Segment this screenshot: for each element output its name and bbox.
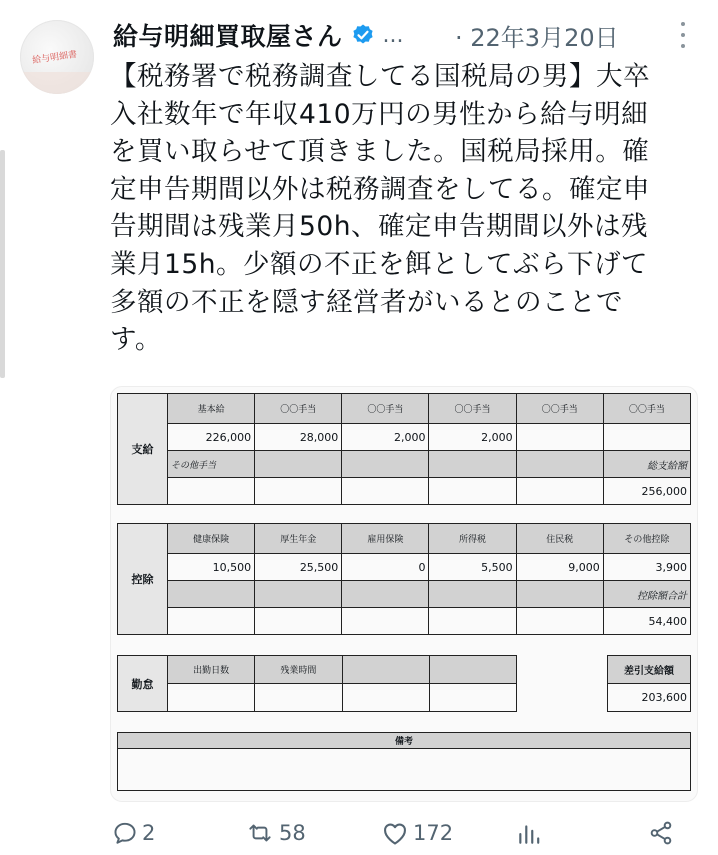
deductions-table bbox=[117, 523, 691, 635]
retweet-count: 58 bbox=[279, 821, 306, 845]
deduction-value: 3,900 bbox=[603, 554, 690, 581]
blank-cell bbox=[342, 451, 429, 478]
blank-cell bbox=[429, 478, 516, 505]
reply-icon bbox=[112, 820, 138, 846]
attendance-header: 残業時間 bbox=[255, 656, 342, 684]
payment-value: 2,000 bbox=[429, 424, 516, 451]
blank-cell bbox=[255, 608, 342, 635]
blank-cell bbox=[429, 656, 516, 684]
analytics-button[interactable] bbox=[516, 820, 542, 846]
deduction-header: 厚生年金 bbox=[255, 524, 342, 554]
deduction-value: 9,000 bbox=[516, 554, 603, 581]
blank-cell bbox=[342, 478, 429, 505]
avatar-band bbox=[20, 72, 94, 94]
deduction-header: 所得税 bbox=[429, 524, 516, 554]
remarks-label: 備考 bbox=[118, 733, 691, 749]
payment-header: 〇〇手当 bbox=[342, 394, 429, 424]
reply-button[interactable] bbox=[112, 820, 155, 846]
reply-count: 2 bbox=[142, 821, 156, 845]
tweet-header bbox=[113, 16, 404, 54]
blank-cell bbox=[168, 581, 255, 608]
blank-cell bbox=[429, 684, 516, 712]
avatar-text: 給与明細書 bbox=[31, 49, 78, 67]
retweet-button[interactable] bbox=[245, 820, 306, 846]
share-icon bbox=[648, 820, 674, 846]
blank-cell bbox=[255, 684, 342, 712]
blank-cell bbox=[429, 608, 516, 635]
blank-cell bbox=[168, 684, 255, 712]
total-payment-value: 256,000 bbox=[603, 478, 690, 505]
attendance-header bbox=[342, 656, 429, 684]
blank-cell bbox=[516, 581, 603, 608]
handle[interactable]: ... bbox=[382, 22, 404, 48]
retweet-icon bbox=[245, 820, 275, 846]
analytics-icon bbox=[516, 820, 542, 846]
payment-header: 〇〇手当 bbox=[255, 394, 342, 424]
payment-value: 226,000 bbox=[168, 424, 255, 451]
deductions-side-label: 控除 bbox=[118, 524, 168, 635]
deduction-header: 雇用保険 bbox=[342, 524, 429, 554]
payment-header: 〇〇手当 bbox=[516, 394, 603, 424]
tweet-text: 【税務署で税務調査してる国税局の男】大卒 入社数年で年収410万円の男性から給与明細 を買い取らせて頂きました。国税局採用。確 定申告期間以外は税務調査をしてる。確定申 告期間は残業月50h、確定申告期間以外は残 業月15h。少額の不正を餌としてぶら下げて 多額の不正を隠す経営者がいるとのことで す。 bbox=[110, 61, 650, 356]
share-button[interactable] bbox=[648, 820, 674, 846]
payment-value bbox=[603, 424, 690, 451]
net-pay-label: 差引支給額 bbox=[608, 656, 691, 684]
payments-table bbox=[117, 393, 691, 505]
blank-cell bbox=[255, 478, 342, 505]
blank-cell bbox=[342, 581, 429, 608]
blank-cell bbox=[342, 684, 429, 712]
attendance-table bbox=[117, 655, 517, 712]
blank-cell bbox=[516, 451, 603, 478]
like-count: 172 bbox=[413, 821, 454, 845]
deduction-value: 25,500 bbox=[255, 554, 342, 581]
deduction-value: 10,500 bbox=[168, 554, 255, 581]
avatar[interactable] bbox=[20, 20, 94, 94]
blank-cell bbox=[516, 478, 603, 505]
net-pay-table bbox=[607, 655, 691, 712]
total-payment-label: 総支給額 bbox=[603, 451, 690, 478]
net-pay-value: 203,600 bbox=[608, 684, 691, 712]
payslip-image[interactable] bbox=[110, 386, 698, 802]
other-allowance-label: その他手当 bbox=[168, 451, 255, 478]
action-bar bbox=[0, 812, 718, 855]
blank-cell bbox=[168, 608, 255, 635]
blank-cell bbox=[342, 608, 429, 635]
blank-cell bbox=[429, 451, 516, 478]
payment-value bbox=[516, 424, 603, 451]
payment-value: 2,000 bbox=[342, 424, 429, 451]
display-name[interactable]: 給与明細買取屋さん bbox=[113, 22, 343, 51]
blank-cell bbox=[516, 608, 603, 635]
heart-icon bbox=[381, 820, 409, 846]
payments-side-label: 支給 bbox=[118, 394, 168, 505]
payment-header: 基本給 bbox=[168, 394, 255, 424]
deduction-header: 住民税 bbox=[516, 524, 603, 554]
timestamp[interactable]: · 22年3月20日 bbox=[455, 24, 619, 52]
blank-cell bbox=[429, 581, 516, 608]
payment-header: 〇〇手当 bbox=[429, 394, 516, 424]
more-options-icon[interactable] bbox=[679, 22, 687, 48]
blank-cell bbox=[168, 478, 255, 505]
blank-cell bbox=[255, 581, 342, 608]
deduction-value: 5,500 bbox=[429, 554, 516, 581]
deduction-header: その他控除 bbox=[603, 524, 690, 554]
total-deduction-value: 54,400 bbox=[603, 608, 690, 635]
remarks-table bbox=[117, 732, 691, 791]
payment-header: 〇〇手当 bbox=[603, 394, 690, 424]
blank-cell bbox=[255, 451, 342, 478]
payment-value: 28,000 bbox=[255, 424, 342, 451]
like-button[interactable] bbox=[381, 820, 453, 846]
deduction-value: 0 bbox=[342, 554, 429, 581]
attendance-header: 出勤日数 bbox=[168, 656, 255, 684]
scroll-indicator bbox=[0, 150, 5, 378]
attendance-side-label: 勤怠 bbox=[118, 656, 168, 712]
verified-badge-icon bbox=[351, 23, 375, 47]
deduction-header: 健康保険 bbox=[168, 524, 255, 554]
remarks-body bbox=[118, 749, 691, 791]
total-deduction-label: 控除額合計 bbox=[603, 581, 690, 608]
